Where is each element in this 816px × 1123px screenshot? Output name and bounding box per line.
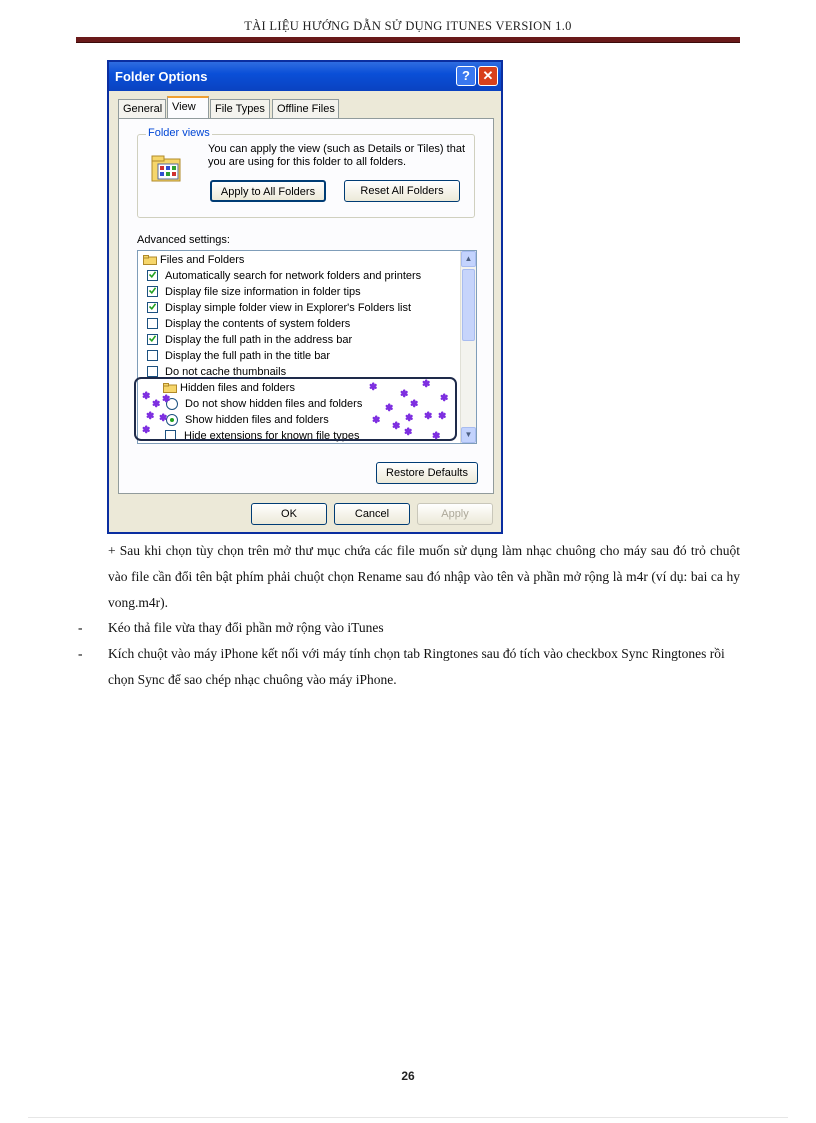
folder-options-dialog — [107, 60, 503, 534]
list-item-label: Automatically search for network folders and printers — [165, 270, 422, 282]
paw-print-icon: ✽ — [400, 389, 409, 400]
paw-print-icon: ✽ — [152, 399, 161, 410]
paw-print-icon: ✽ — [162, 394, 171, 405]
apply-to-all-folders-button[interactable]: Apply to All Folders — [210, 180, 326, 202]
list-item-label: Display simple folder view in Explorer's Folders list — [165, 302, 412, 314]
checkbox[interactable] — [147, 318, 158, 329]
paw-print-icon: ✽ — [440, 393, 449, 404]
paw-print-icon: ✽ — [404, 427, 413, 438]
list-item-label: Display the full path in the address bar — [165, 334, 353, 346]
bullet-marker: - — [78, 620, 83, 635]
paw-print-icon: ✽ — [146, 411, 155, 422]
list-item-label: Display the contents of system folders — [165, 318, 351, 330]
checkbox[interactable] — [147, 350, 158, 361]
scroll-thumb[interactable] — [462, 269, 475, 341]
checkbox[interactable] — [147, 270, 158, 281]
paw-print-icon: ✽ — [424, 411, 433, 422]
paw-print-icon: ✽ — [142, 425, 151, 436]
header-rule — [76, 37, 740, 43]
checkbox[interactable] — [147, 302, 158, 313]
list-item[interactable] — [138, 300, 458, 316]
list-item-label: Do not cache thumbnails — [165, 366, 287, 378]
list-item[interactable] — [138, 284, 458, 300]
reset-all-folders-button[interactable]: Reset All Folders — [344, 180, 460, 202]
checkbox[interactable] — [147, 334, 158, 345]
folder-views-group — [137, 127, 475, 218]
help-button[interactable]: ? — [456, 66, 476, 86]
paw-print-icon: ✽ — [159, 413, 168, 424]
list-group-label: Files and Folders — [160, 254, 245, 266]
bullet-text: Kích chuột vào máy iPhone kết nối với máy tính chọn tab Ringtones sau đó tích vào checkbox Sync Ringtones rồi chọn Sync để sao chép nhạc chuông vào máy iPhone. — [108, 646, 725, 687]
check-icon — [149, 287, 156, 294]
list-item-label: Display file size information in folder tips — [165, 286, 361, 298]
dialog-titlebar[interactable] — [109, 62, 501, 91]
paw-print-icon: ✽ — [405, 413, 414, 424]
paw-print-icon: ✽ — [385, 403, 394, 414]
check-icon — [149, 271, 156, 278]
apply-button: Apply — [417, 503, 493, 525]
bullet-text: Kéo thả file vừa thay đổi phần mở rộng vào iTunes — [108, 620, 384, 635]
paw-print-icon: ✽ — [369, 382, 378, 393]
close-button[interactable]: ✕ — [478, 66, 498, 86]
folder-icon — [143, 255, 157, 265]
instruction-paragraph: + Sau khi chọn tùy chọn trên mở thư mục chứa các file muốn sử dụng làm nhạc chuông cho máy sau đó trỏ chuột vào file cần đổi tên bật phím phải chuột chọn Rename sau đó nhập vào tên và phần mở rộng là m4r (ví dụ: bai ca hy vong.m4r). — [108, 543, 740, 610]
paw-print-icon: ✽ — [410, 399, 419, 410]
list-item[interactable] — [138, 332, 458, 348]
tab-offline-files[interactable]: Offline Files — [272, 99, 339, 119]
list-item-label: Hide extensions for known file types — [184, 430, 360, 442]
list-item-label: Show hidden files and folders — [185, 414, 329, 426]
cancel-button[interactable]: Cancel — [334, 503, 410, 525]
tab-view[interactable]: View — [167, 96, 209, 119]
list-item[interactable] — [138, 268, 458, 284]
paw-print-icon: ✽ — [432, 431, 441, 442]
list-item-label: Display the full path in the title bar — [165, 350, 331, 362]
footer-rule — [28, 1117, 788, 1118]
page-number: 26 — [401, 1069, 415, 1083]
paw-print-icon: ✽ — [438, 411, 447, 422]
bullet-marker: - — [78, 646, 83, 661]
list-item-label: Do not show hidden files and folders — [185, 398, 363, 410]
list-item[interactable] — [138, 348, 458, 364]
checkbox[interactable] — [147, 366, 158, 377]
paw-print-icon: ✽ — [142, 391, 151, 402]
folder-views-label: Folder views — [148, 127, 210, 139]
list-scrollbar[interactable] — [460, 251, 476, 443]
tab-file-types[interactable]: File Types — [210, 99, 270, 119]
page-header-title: TÀI LIỆU HƯỚNG DẪN SỬ DỤNG ITUNES VERSION 1.0 — [244, 19, 572, 33]
tab-general[interactable]: General — [118, 99, 166, 119]
checkbox[interactable] — [147, 286, 158, 297]
check-icon — [149, 335, 156, 342]
paw-print-icon: ✽ — [422, 379, 431, 390]
scroll-down-arrow-icon[interactable]: ▼ — [461, 427, 476, 443]
ok-button[interactable]: OK — [251, 503, 327, 525]
advanced-settings-label: Advanced settings: — [137, 234, 230, 246]
folder-views-description: You can apply the view (such as Details or Tiles) that you are using for this folder to all folders. — [208, 143, 466, 168]
list-item[interactable] — [138, 316, 458, 332]
restore-defaults-button[interactable]: Restore Defaults — [376, 462, 478, 484]
list-group-label: Hidden files and folders — [180, 382, 295, 394]
scroll-up-arrow-icon[interactable]: ▲ — [461, 251, 476, 267]
check-icon — [149, 303, 156, 310]
paw-print-icon: ✽ — [392, 421, 401, 432]
list-group — [138, 252, 458, 268]
dialog-title: Folder Options — [115, 69, 208, 84]
paw-print-icon: ✽ — [372, 415, 381, 426]
folder-views-icon — [150, 153, 184, 183]
